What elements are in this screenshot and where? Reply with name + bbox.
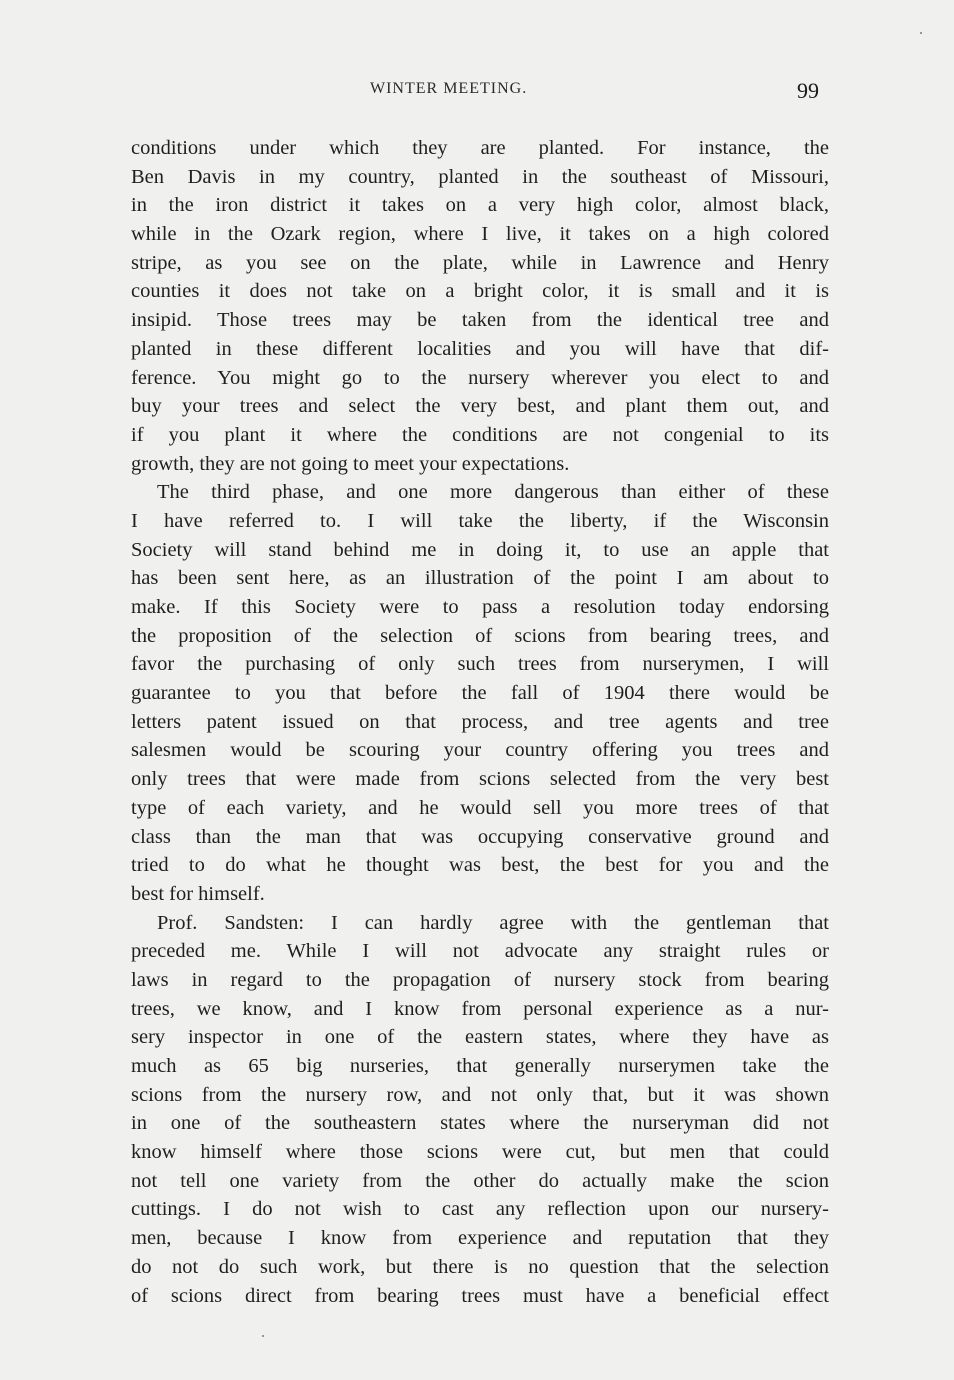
text-line: only trees that were made from scions selected from the very best [131, 768, 829, 791]
text-line: buy your trees and select the very best, and plant them out, and [131, 395, 829, 418]
text-line: best for himself. [131, 882, 265, 905]
text-line: has been sent here, as an illustration of the point I am about to [131, 567, 829, 590]
text-line: stripe, as you see on the plate, while in Lawrence and Henry [131, 251, 829, 274]
text-line: sery inspector in one of the eastern states, where they have as [131, 1026, 829, 1049]
text-line: type of each variety, and he would sell you more trees of that [131, 796, 829, 819]
text-line: Society will stand behind me in doing it, to use an apple that [131, 538, 829, 561]
text-line: much as 65 big nurseries, that generally nurserymen take the [131, 1055, 829, 1077]
text-line: The third phase, and one more dangerous than either of these [157, 481, 829, 504]
text-line: in the iron district it takes on a very high color, almost black, [131, 194, 829, 217]
text-line: preceded me. While I will not advocate any straight rules or [131, 940, 829, 963]
text-line: Ben Davis in my country, planted in the southeast of Missouri, [131, 165, 829, 188]
text-line: scions from the nursery row, and not only that, but it was shown [131, 1083, 829, 1106]
text-line: Prof. Sandsten: I can hardly agree with the gentleman that [157, 911, 829, 934]
text-line: I have referred to. I will take the liberty, if the Wisconsin [131, 509, 829, 532]
running-head: WINTER MEETING. [370, 80, 528, 97]
text-line: trees, we know, and I know from personal experience as a nur- [131, 997, 829, 1020]
text-line: letters patent issued on that process, and tree agents and tree [131, 710, 829, 733]
text-line: favor the purchasing of only such trees from nurserymen, I will [131, 653, 829, 676]
text-line: in one of the southeastern states where the nurseryman did not [131, 1112, 829, 1135]
text-line: men, because I know from experience and reputation that they [131, 1227, 829, 1250]
text-line: planted in these different localities and you will have that dif- [131, 337, 829, 360]
page-number: 99 [797, 78, 819, 103]
paper-speck [262, 1335, 264, 1337]
text-line: if you plant it where the conditions are not congenial to its [131, 423, 829, 446]
text-line: salesmen would be scouring your country offering you trees and [131, 739, 829, 762]
text-line: conditions under which they are planted. For instance, the [131, 137, 829, 159]
text-line: the proposition of the selection of scions from bearing trees, and [131, 624, 829, 647]
text-line: guarantee to you that before the fall of 1904 there would be [131, 682, 829, 705]
paper-speck [920, 32, 922, 34]
text-line: laws in regard to the propagation of nursery stock from bearing [131, 968, 829, 991]
text-line: while in the Ozark region, where I live, it takes on a high colored [131, 223, 829, 246]
body-text [131, 134, 829, 1310]
text-line: not tell one variety from the other do actually make the scion [131, 1169, 829, 1192]
text-line: make. If this Society were to pass a resolution today endorsing [131, 596, 829, 618]
text-line: do not do such work, but there is no question that the selection [131, 1255, 829, 1278]
text-line: tried to do what he thought was best, the best for you and the [131, 854, 829, 877]
text-line: cuttings. I do not wish to cast any reflection upon our nursery- [131, 1198, 829, 1221]
text-line: counties it does not take on a bright color, it is small and it is [131, 280, 829, 303]
text-line: growth, they are not going to meet your expectations. [131, 452, 570, 475]
text-line: of scions direct from bearing trees must have a beneficial effect [131, 1284, 829, 1307]
text-line: know himself where those scions were cut, but men that could [131, 1141, 829, 1164]
text-line: ference. You might go to the nursery wherever you elect to and [131, 366, 829, 389]
text-line: class than the man that was occupying conservative ground and [131, 825, 829, 848]
text-line: insipid. Those trees may be taken from the identical tree and [131, 309, 829, 332]
